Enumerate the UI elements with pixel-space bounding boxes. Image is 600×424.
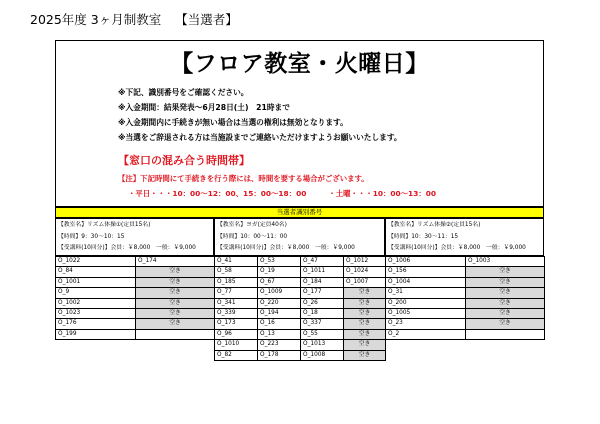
table-row [386,288,545,298]
winner-id-cell: O_1008 [301,350,344,360]
winner-id-cell: O_176 [56,319,136,329]
winner-id-cell: O_200 [386,298,466,308]
table-row [215,288,386,298]
winner-id-cell: O_47 [301,257,344,267]
winner-id-cell: O_26 [301,298,344,308]
table-row [56,277,215,287]
vacant-cell: 空き [136,309,215,319]
winner-id-cell: O_199 [56,329,136,339]
class-name: 【教室名】リズム体操①(定員15名) [58,222,151,228]
page-heading: 【フロア教室・火曜日】 [170,51,429,77]
table-row [386,298,545,308]
winner-id-cell: O_173 [215,319,258,329]
winner-id-cell: O_1003 [466,257,545,267]
winner-id-cell: O_184 [301,277,344,287]
class-name: 【教室名】ヨガ(定員40名) [217,222,287,228]
empty-cell [136,329,215,339]
rush-weekday: ・平日・・・10：00～12：00、15：00～18：00 [128,189,307,198]
winner-id-cell: O_1005 [386,309,466,319]
class-time: 【時間】10：00～11：00 [217,233,288,240]
class-column-rhythm-2 [385,218,544,340]
vacant-cell: 空き [466,277,545,287]
winner-id-cell: O_1001 [56,277,136,287]
winner-id-cell: O_341 [215,298,258,308]
winner-id-cell: O_185 [215,277,258,287]
vacant-cell: 空き [344,298,386,308]
table-row [56,288,215,298]
table-row [215,277,386,287]
winner-id-cell: O_177 [301,288,344,298]
winner-id-cell: O_23 [386,319,466,329]
winner-id-table [214,256,386,361]
rush-hours-times [128,188,436,199]
winner-id-cell: O_1023 [56,309,136,319]
rush-hours-note: 【注】下記時間にて手続きを行う際には、時間を要する場合がございます。 [118,174,369,183]
class-fee: 【受講料(10回分)】会員：￥8,000 一般：￥9,000 [217,245,355,252]
winner-id-cell: O_55 [301,329,344,339]
table-row [56,298,215,308]
table-row [215,298,386,308]
winner-id-table [55,256,215,340]
table-row [56,267,215,277]
winner-id-cell: O_96 [215,329,258,339]
rush-saturday: ・土曜・・・10：00～13：00 [328,189,437,198]
winner-id-cell: O_223 [258,340,301,350]
winner-id-cell: O_1006 [386,257,466,267]
table-row [386,277,545,287]
vacant-cell: 空き [466,309,545,319]
winner-id-cell: O_82 [215,350,258,360]
vacant-cell: 空き [344,288,386,298]
vacant-cell: 空き [136,267,215,277]
vacant-cell: 空き [466,288,545,298]
vacant-cell: 空き [344,329,386,339]
winner-id-cell: O_1004 [386,277,466,287]
vacant-cell: 空き [136,288,215,298]
winner-id-banner: 当選者識別番号 [55,207,544,218]
table-row [215,329,386,339]
table-row [386,267,545,277]
winner-id-cell: O_194 [258,309,301,319]
vacant-cell: 空き [466,298,545,308]
winner-id-cell: O_84 [56,267,136,277]
winner-id-cell: O_1010 [215,340,258,350]
winner-id-cell: O_178 [258,350,301,360]
table-row [215,350,386,360]
class-fee: 【受講料(10回分)】会員：￥8,000 一般：￥9,000 [58,245,196,252]
winner-id-cell: O_174 [136,257,215,267]
winner-id-cell: O_77 [215,288,258,298]
vacant-cell: 空き [466,267,545,277]
rush-hours-title: 【窓口の混み合う時間帯】 [118,154,250,167]
class-info [214,218,385,256]
class-time: 【時間】10：30～11：15 [388,233,459,240]
table-row [56,309,215,319]
vacant-cell: 空き [136,319,215,329]
winner-id-cell: O_1002 [56,298,136,308]
winner-id-cell: O_9 [56,288,136,298]
winner-id-cell: O_19 [258,267,301,277]
table-row [56,257,215,267]
table-row [56,319,215,329]
vacant-cell: 空き [344,350,386,360]
class-column-yoga [214,218,385,361]
winner-id-cell: O_337 [301,319,344,329]
table-row [386,319,545,329]
class-time: 【時間】9：30～10：15 [58,233,125,240]
vacant-cell: 空き [466,319,545,329]
table-row [215,309,386,319]
title-year-class: 2025年度 3ヶ月制教室 [30,12,162,27]
notice-item: ※下記、識別番号をご確認ください。 [118,88,249,97]
winner-id-cell: O_1012 [344,257,386,267]
winner-id-cell: O_67 [258,277,301,287]
winner-id-cell: O_1007 [344,277,386,287]
winner-id-cell: O_1022 [56,257,136,267]
notice-item: ※入金期間：結果発表～6月28日(土) 21時まで [118,103,290,112]
winner-id-cell: O_58 [215,267,258,277]
winner-id-cell: O_156 [386,267,466,277]
table-row [56,329,215,339]
notice-box [55,40,544,207]
table-row [215,267,386,277]
class-info [55,218,214,256]
vacant-cell: 空き [344,340,386,350]
winner-id-table [385,256,545,340]
class-column-rhythm-1 [55,218,214,340]
vacant-cell: 空き [136,298,215,308]
winner-id-cell: O_18 [301,309,344,319]
title-winners: 【当選者】 [175,12,238,27]
vacant-cell: 空き [344,319,386,329]
winner-id-cell: O_1024 [344,267,386,277]
winner-id-cell: O_1009 [258,288,301,298]
table-row [386,309,545,319]
winner-id-cell: O_53 [258,257,301,267]
table-row [215,257,386,267]
winner-id-cell: O_13 [258,329,301,339]
class-fee: 【受講料(10回分)】会員：￥8,000 一般：￥9,000 [388,245,526,252]
winner-id-cell: O_1011 [301,267,344,277]
winner-id-cell: O_339 [215,309,258,319]
table-row [215,340,386,350]
empty-cell [466,329,545,339]
document-title [30,10,238,28]
winner-id-cell: O_220 [258,298,301,308]
vacant-cell: 空き [136,277,215,287]
table-row [386,329,545,339]
class-name: 【教室名】リズム体操②(定員15名) [388,222,481,228]
table-row [386,257,545,267]
class-info [385,218,544,256]
vacant-cell: 空き [344,309,386,319]
notice-item: ※入金期間内に手続きが無い場合は当選の権利は無効となります。 [118,118,348,127]
winner-id-cell: O_41 [215,257,258,267]
winner-id-cell: O_1013 [301,340,344,350]
notice-list [118,85,402,145]
winner-id-cell: O_31 [386,288,466,298]
winner-id-cell: O_16 [258,319,301,329]
notice-item: ※当選をご辞退される方は当施設までご連絡いただけますようお願いいたします。 [118,133,402,142]
winner-id-cell: O_2 [386,329,466,339]
table-row [215,319,386,329]
